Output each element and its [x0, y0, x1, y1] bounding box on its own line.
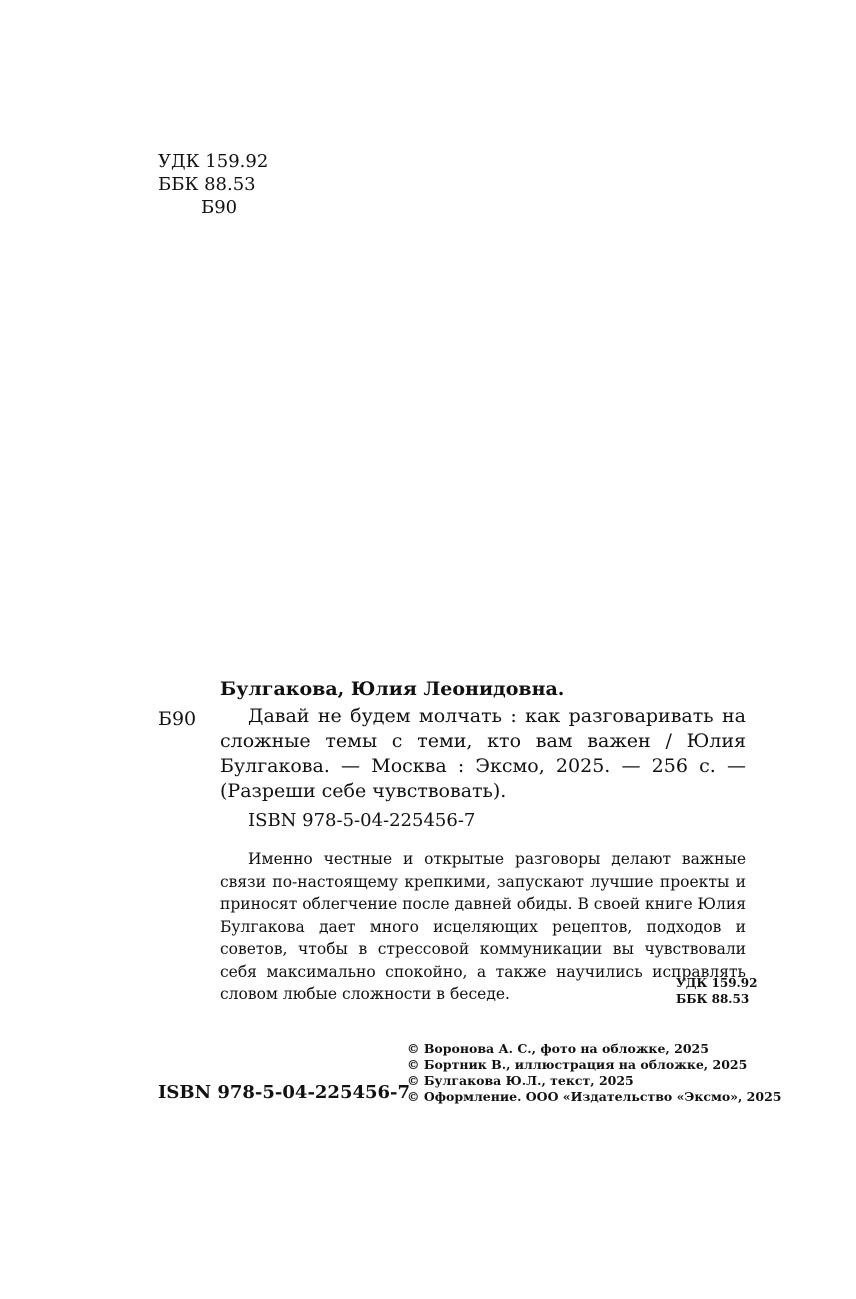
author-sign-left: Б90 [158, 708, 197, 730]
title-line: Давай не будем молчать : как разговаривать на сложные темы с теми, кто вам важен / Юлия Булгакова. — Москва : Эксмо, 2025. — 256 с. — (Разреши себе чувствовать). [220, 705, 746, 802]
copyright-line: © Булгакова Ю.Л., текст, 2025 [407, 1073, 634, 1088]
author-sign: Б90 [201, 197, 238, 218]
author-heading: Булгакова, Юлия Леонидовна. [220, 678, 565, 700]
small-classification-codes [676, 975, 757, 1007]
udk-code: УДК 159.92 [158, 151, 269, 172]
small-bbk-code: ББК 88.53 [676, 992, 750, 1006]
copyright-line: © Бортник В., иллюстрация на обложке, 2025 [407, 1057, 748, 1072]
bbk-code: ББК 88.53 [158, 174, 256, 195]
copyright-line: © Воронова А. С., фото на обложке, 2025 [407, 1041, 709, 1056]
copyright-block [407, 1041, 781, 1105]
small-udk-code: УДК 159.92 [676, 976, 758, 990]
isbn-line: ISBN 978-5-04-225456-7 [248, 810, 476, 831]
annotation: Именно честные и открытые разговоры делают важные связи по-настоящему крепкими, запускают лучшие проекты и приносят облегчение после давней обиды. В своей книге Юлия Булгакова дает много исцеляющих рецептов, подходов и советов, чтобы в стрессовой коммуникации вы чувствовали себя максимально спокойно, а также научились исправлять словом любые сложности в беседе. [220, 850, 746, 1003]
isbn-bottom: ISBN 978-5-04-225456-7 [158, 1082, 411, 1103]
classification-codes [158, 150, 268, 219]
copyright-line: © Оформление. ООО «Издательство «Эксмо», 2025 [407, 1089, 782, 1104]
bibliographic-description [220, 704, 746, 804]
